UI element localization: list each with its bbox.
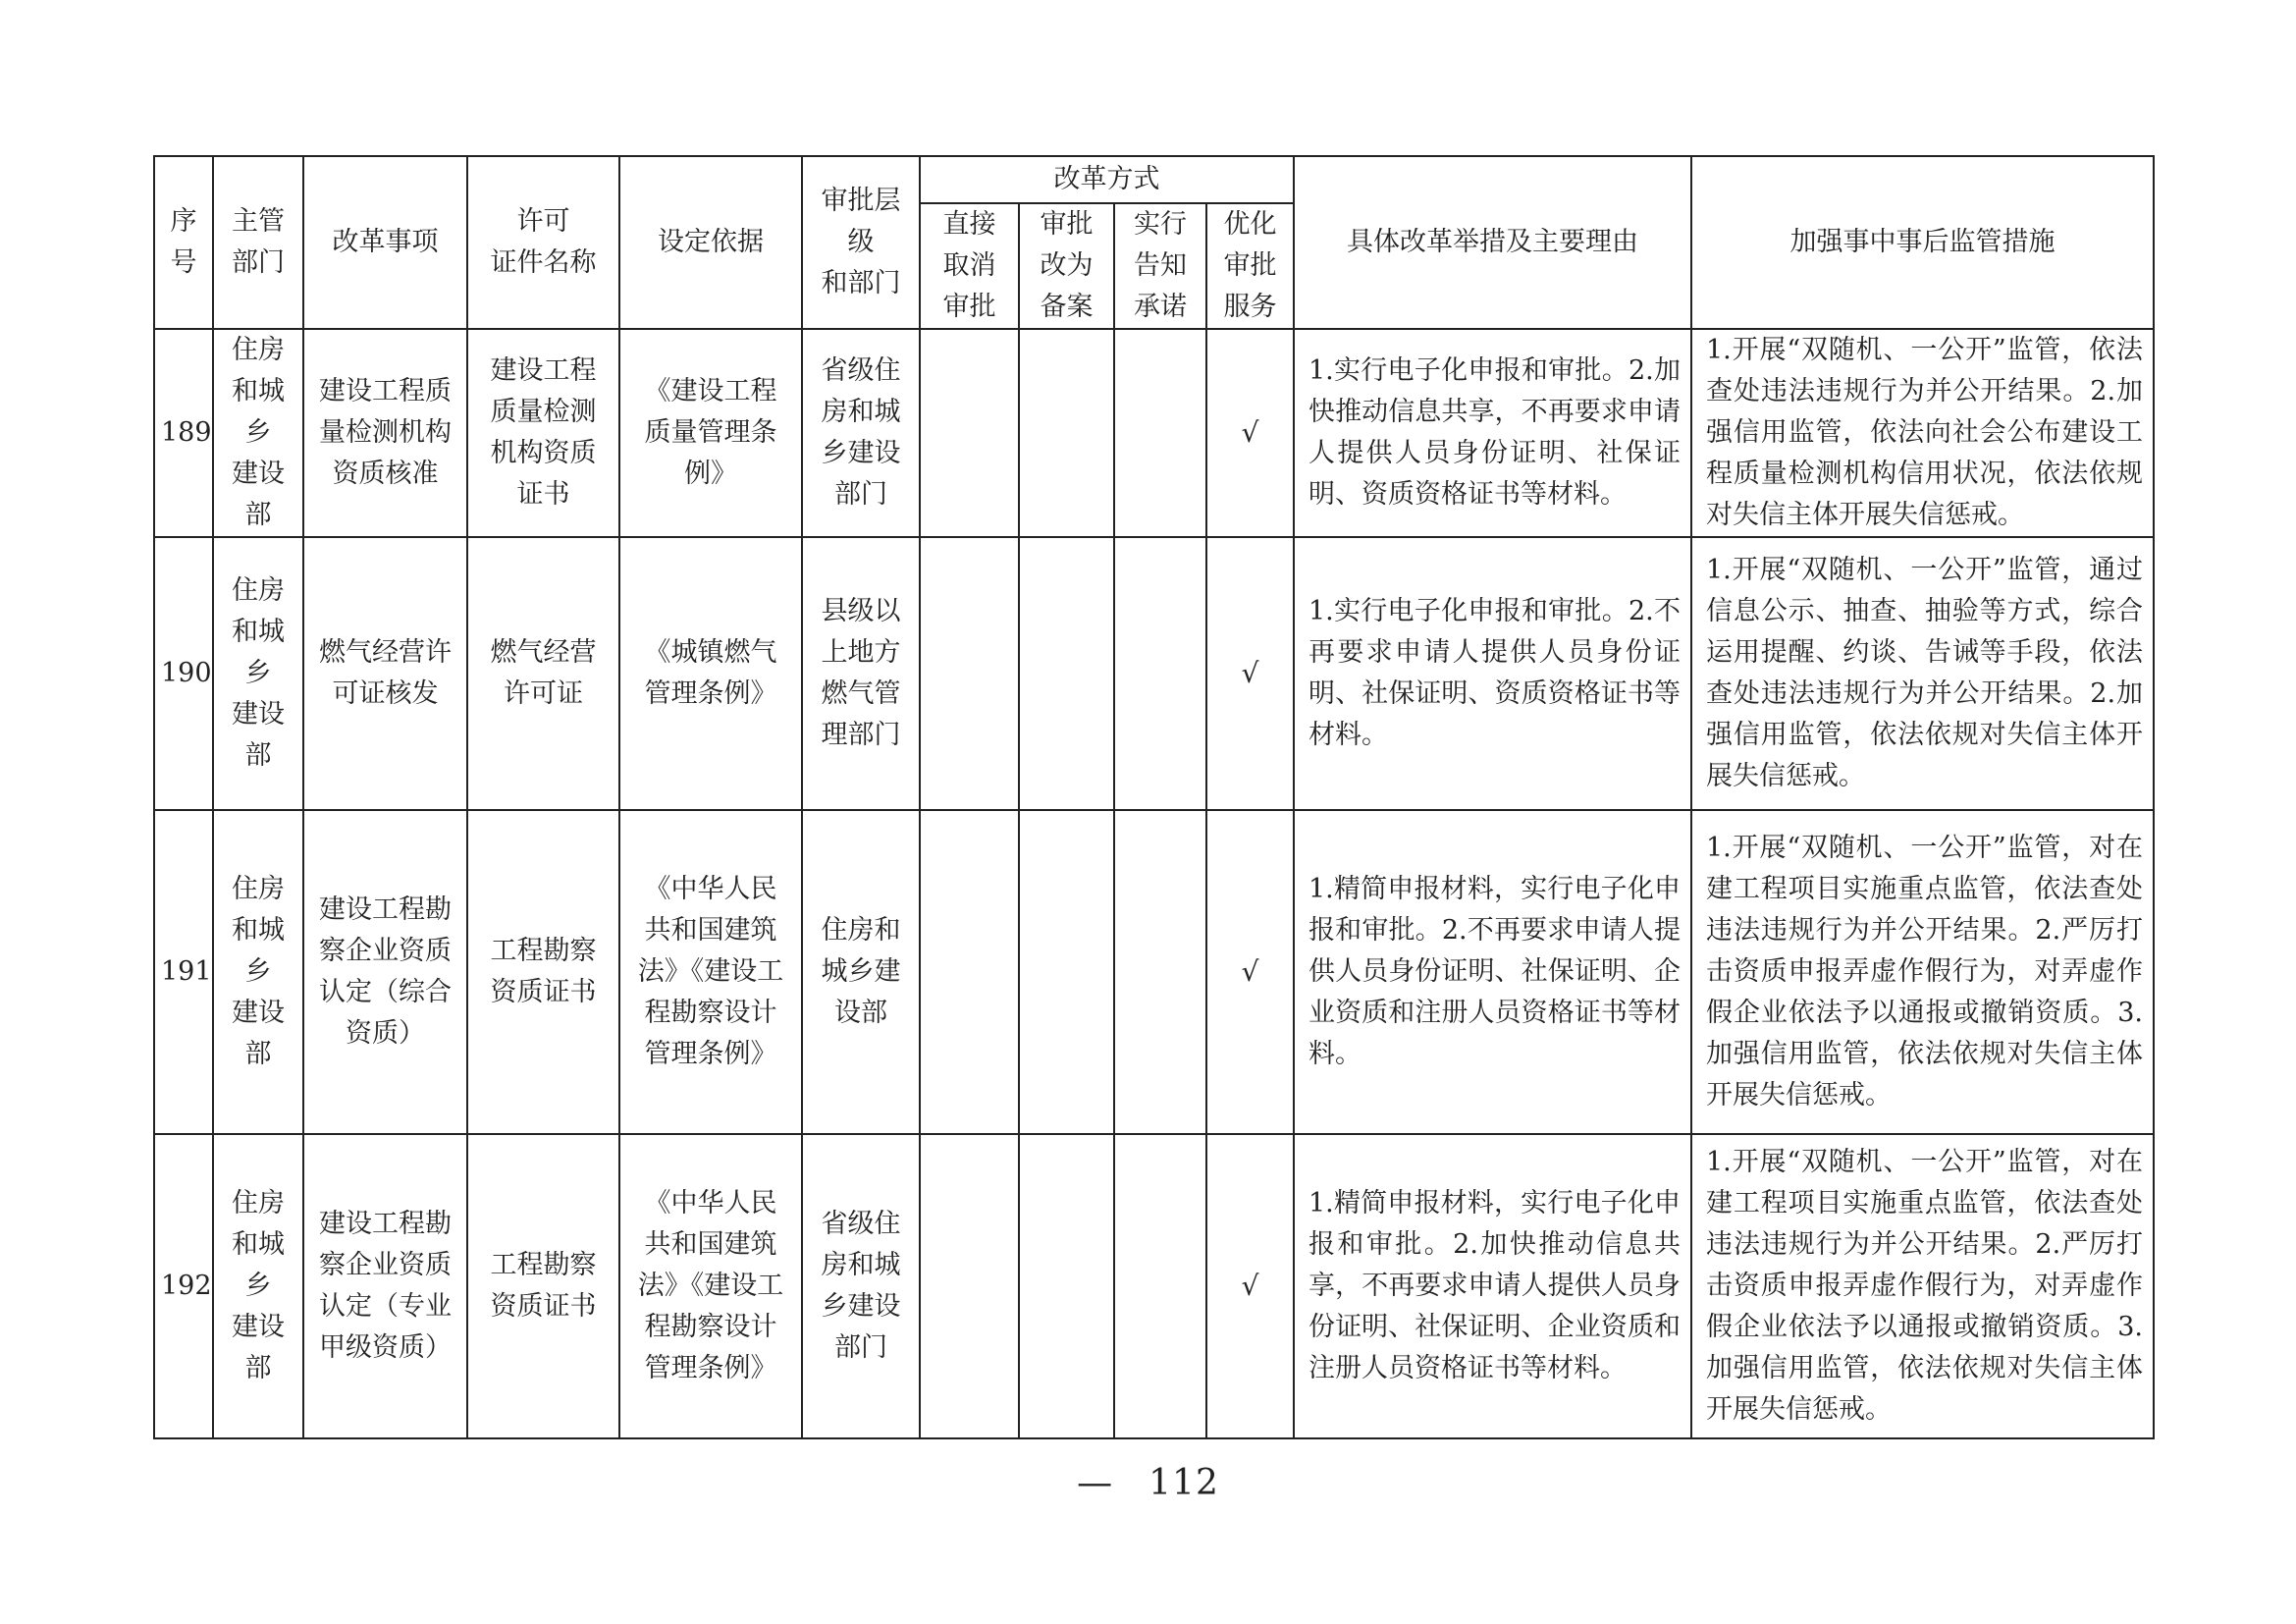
- table-header: [154, 156, 2154, 329]
- cell-item: 建设工程质 量检测机构 资质核准: [303, 329, 467, 537]
- cell-dept: 住房 和城乡 建设部: [213, 1134, 303, 1438]
- cell-supervision: 1.开展“双随机、一公开”监管，通过信息公示、抽查、抽验等方式，综合运用提醒、约谈、告诫等手段，依法查处违法违规行为并公开结果。2.加强信用监管，依法依规对失信主体开展失信惩戒。: [1691, 537, 2154, 810]
- reform-items-table: [153, 155, 2155, 1439]
- reform-table-container: [153, 155, 2153, 1439]
- header-measures: 具体改革举措及主要理由: [1294, 156, 1691, 329]
- cell-basis: 《建设工程 质量管理条 例》: [619, 329, 802, 537]
- cell-item: 建设工程勘 察企业资质 认定（专业 甲级资质）: [303, 1134, 467, 1438]
- cell-seq: 192: [154, 1134, 213, 1438]
- cell-seq: 190: [154, 537, 213, 810]
- cell-method-commit: [1114, 810, 1206, 1134]
- header-item: 改革事项: [303, 156, 467, 329]
- cell-measures: 1.实行电子化申报和审批。2.加快推动信息共享，不再要求申请人提供人员身份证明、社保证明、资质资格证书等材料。: [1294, 329, 1691, 537]
- cell-method-filing: [1019, 810, 1114, 1134]
- cell-measures: 1.实行电子化申报和审批。2.不再要求申请人提供人员身份证明、社保证明、资质资格证书等材料。: [1294, 537, 1691, 810]
- header-license: 许可 证件名称: [467, 156, 619, 329]
- cell-item: 燃气经营许 可证核发: [303, 537, 467, 810]
- table-row: [154, 329, 2154, 537]
- cell-measures: 1.精简申报材料，实行电子化申报和审批。2.加快推动信息共享，不再要求申请人提供人员身份证明、社保证明、企业资质和注册人员资格证书等材料。: [1294, 1134, 1691, 1438]
- header-dept: 主管 部门: [213, 156, 303, 329]
- cell-basis: 《中华人民 共和国建筑 法》《建设工 程勘察设计 管理条例》: [619, 810, 802, 1134]
- cell-method-optimize-check: √: [1206, 537, 1294, 810]
- header-method-optimize: 优化 审批 服务: [1206, 203, 1294, 329]
- cell-method-filing: [1019, 1134, 1114, 1438]
- cell-dept: 住房 和城乡 建设部: [213, 810, 303, 1134]
- page-number: 112: [1148, 1463, 1219, 1503]
- cell-method-commit: [1114, 1134, 1206, 1438]
- cell-measures: 1.精简申报材料，实行电子化申报和审批。2.不再要求申请人提供人员身份证明、社保证明、企业资质和注册人员资格证书等材料。: [1294, 810, 1691, 1134]
- header-method-filing: 审批 改为 备案: [1019, 203, 1114, 329]
- cell-level: 县级以 上地方 燃气管 理部门: [802, 537, 920, 810]
- header-supervision: 加强事中事后监管措施: [1691, 156, 2154, 329]
- cell-basis: 《中华人民 共和国建筑 法》《建设工 程勘察设计 管理条例》: [619, 1134, 802, 1438]
- cell-supervision: 1.开展“双随机、一公开”监管，依法查处违法违规行为并公开结果。2.加强信用监管，依法向社会公布建设工程质量检测机构信用状况，依法依规对失信主体开展失信惩戒。: [1691, 329, 2154, 537]
- cell-method-cancel: [920, 329, 1019, 537]
- cell-method-filing: [1019, 537, 1114, 810]
- header-seq: 序 号: [154, 156, 213, 329]
- cell-license: 燃气经营 许可证: [467, 537, 619, 810]
- cell-level: 省级住 房和城 乡建设 部门: [802, 1134, 920, 1438]
- header-level: 审批层级 和部门: [802, 156, 920, 329]
- table-row: [154, 810, 2154, 1134]
- cell-license: 建设工程 质量检测 机构资质 证书: [467, 329, 619, 537]
- cell-method-commit: [1114, 537, 1206, 810]
- cell-level: 住房和 城乡建 设部: [802, 810, 920, 1134]
- cell-basis: 《城镇燃气 管理条例》: [619, 537, 802, 810]
- cell-method-cancel: [920, 810, 1019, 1134]
- cell-dept: 住房 和城乡 建设部: [213, 329, 303, 537]
- cell-method-optimize-check: √: [1206, 329, 1294, 537]
- cell-seq: 189: [154, 329, 213, 537]
- cell-item: 建设工程勘 察企业资质 认定（综合 资质）: [303, 810, 467, 1134]
- header-basis: 设定依据: [619, 156, 802, 329]
- cell-method-optimize-check: √: [1206, 810, 1294, 1134]
- page-footer: [0, 1463, 2296, 1503]
- cell-seq: 191: [154, 810, 213, 1134]
- header-method-cancel: 直接 取消 审批: [920, 203, 1019, 329]
- cell-method-filing: [1019, 329, 1114, 537]
- cell-license: 工程勘察 资质证书: [467, 810, 619, 1134]
- table-row: [154, 1134, 2154, 1438]
- cell-supervision: 1.开展“双随机、一公开”监管，对在建工程项目实施重点监管，依法查处违法违规行为并公开结果。2.严厉打击资质申报弄虚作假行为，对弄虚作假企业依法予以通报或撤销资质。3.加强信用监管，依法依规对失信主体开展失信惩戒。: [1691, 810, 2154, 1134]
- cell-dept: 住房 和城乡 建设部: [213, 537, 303, 810]
- footer-dash: —: [1077, 1463, 1114, 1503]
- cell-method-commit: [1114, 329, 1206, 537]
- table-row: [154, 537, 2154, 810]
- cell-license: 工程勘察 资质证书: [467, 1134, 619, 1438]
- cell-method-cancel: [920, 1134, 1019, 1438]
- table-body: [154, 329, 2154, 1438]
- header-method-commit: 实行 告知 承诺: [1114, 203, 1206, 329]
- cell-method-cancel: [920, 537, 1019, 810]
- cell-level: 省级住 房和城 乡建设 部门: [802, 329, 920, 537]
- cell-supervision: 1.开展“双随机、一公开”监管，对在建工程项目实施重点监管，依法查处违法违规行为并公开结果。2.严厉打击资质申报弄虚作假行为，对弄虚作假企业依法予以通报或撤销资质。3.加强信用监管，依法依规对失信主体开展失信惩戒。: [1691, 1134, 2154, 1438]
- cell-method-optimize-check: √: [1206, 1134, 1294, 1438]
- header-method-group: 改革方式: [920, 156, 1294, 203]
